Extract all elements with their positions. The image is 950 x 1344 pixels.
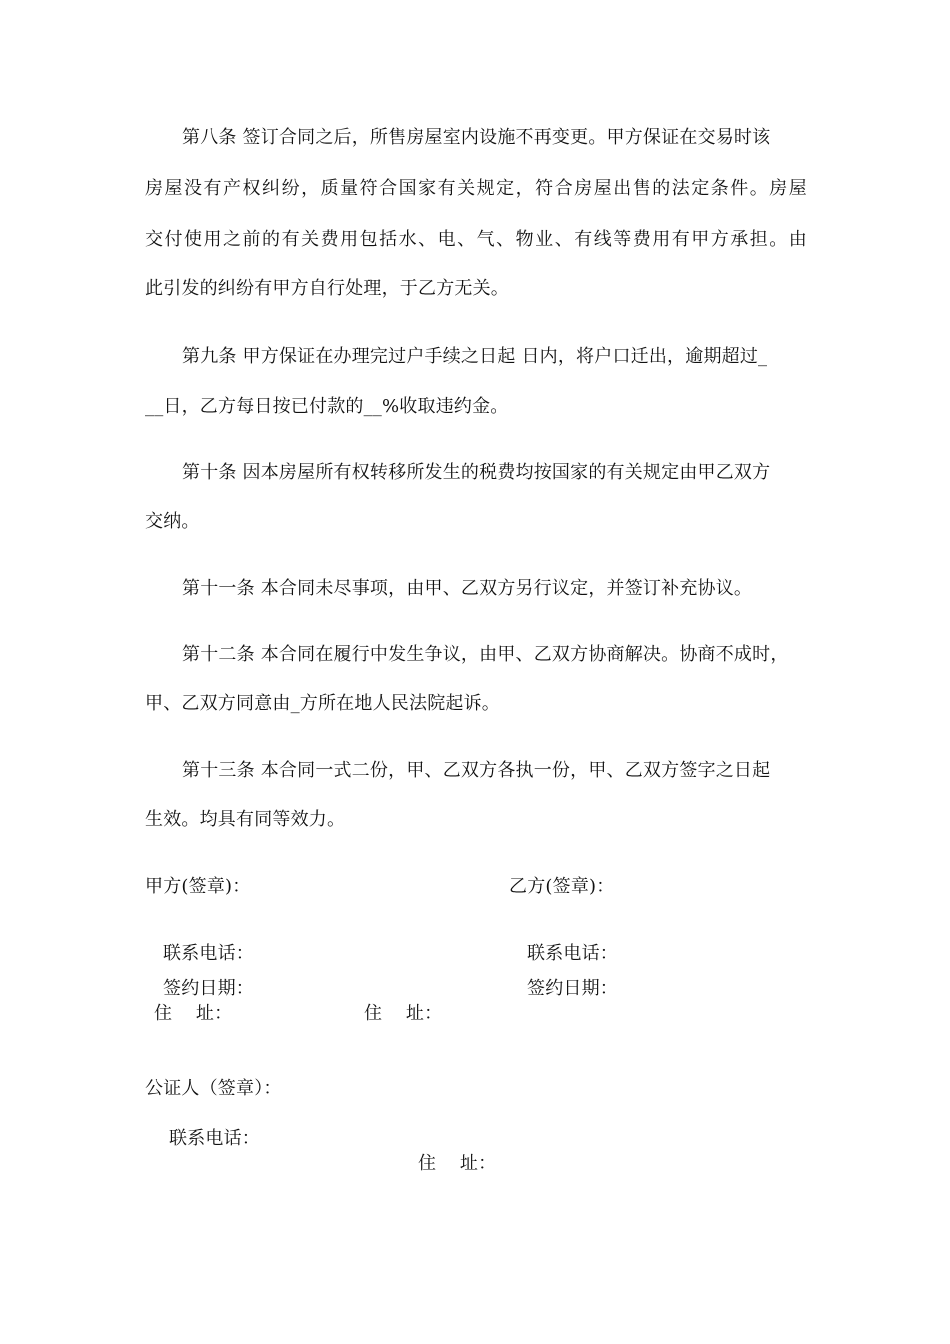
party-b-signature-label: 乙方(签章)： — [509, 876, 615, 897]
article-9-line-1: 第九条 甲方保证在办理完过户手续之日起 日内，将户口迁出，逾期超过_ — [182, 346, 768, 367]
article-8-line-1: 第八条 签订合同之后，所售房屋室内设施不再变更。甲方保证在交易时该 — [182, 127, 771, 148]
party-a-date-label: 签约日期： — [163, 978, 254, 999]
article-10-line-2: 交纳。 — [145, 511, 200, 532]
article-9-line-2: __日，乙方每日按已付款的__%收取违约金。 — [145, 396, 509, 417]
notary-signature-label: 公证人（签章）： — [145, 1078, 282, 1099]
article-12-line-2: 甲、乙双方同意由_方所在地人民法院起诉。 — [145, 693, 500, 714]
party-a-signature-label: 甲方(签章)： — [145, 876, 251, 897]
article-13-line-2: 生效。均具有同等效力。 — [145, 809, 346, 830]
article-8-line-3: 交付使用之前的有关费用包括水、电、气、物业、有线等费用有甲方承担。由 — [145, 229, 807, 250]
party-b-phone-label: 联系电话： — [527, 943, 618, 964]
article-12-line-1: 第十二条 本合同在履行中发生争议，由甲、乙双方协商解决。协商不成时， — [182, 644, 789, 665]
party-b-address-label: 住 址： — [364, 1003, 443, 1024]
notary-address-label: 住 址： — [418, 1153, 497, 1174]
article-11-line-1: 第十一条 本合同未尽事项，由甲、乙双方另行议定，并签订补充协议。 — [182, 578, 753, 599]
party-b-date-label: 签约日期： — [527, 978, 618, 999]
article-10-line-1: 第十条 因本房屋所有权转移所发生的税费均按国家的有关规定由甲乙双方 — [182, 462, 771, 483]
article-8-line-2: 房屋没有产权纠纷，质量符合国家有关规定，符合房屋出售的法定条件。房屋 — [145, 178, 807, 199]
notary-phone-label: 联系电话： — [169, 1128, 260, 1149]
party-a-address-label: 住 址： — [154, 1003, 233, 1024]
article-8-line-4: 此引发的纠纷有甲方自行处理，于乙方无关。 — [145, 278, 509, 299]
party-a-phone-label: 联系电话： — [163, 943, 254, 964]
article-13-line-1: 第十三条 本合同一式二份，甲、乙双方各执一份，甲、乙双方签字之日起 — [182, 760, 771, 781]
